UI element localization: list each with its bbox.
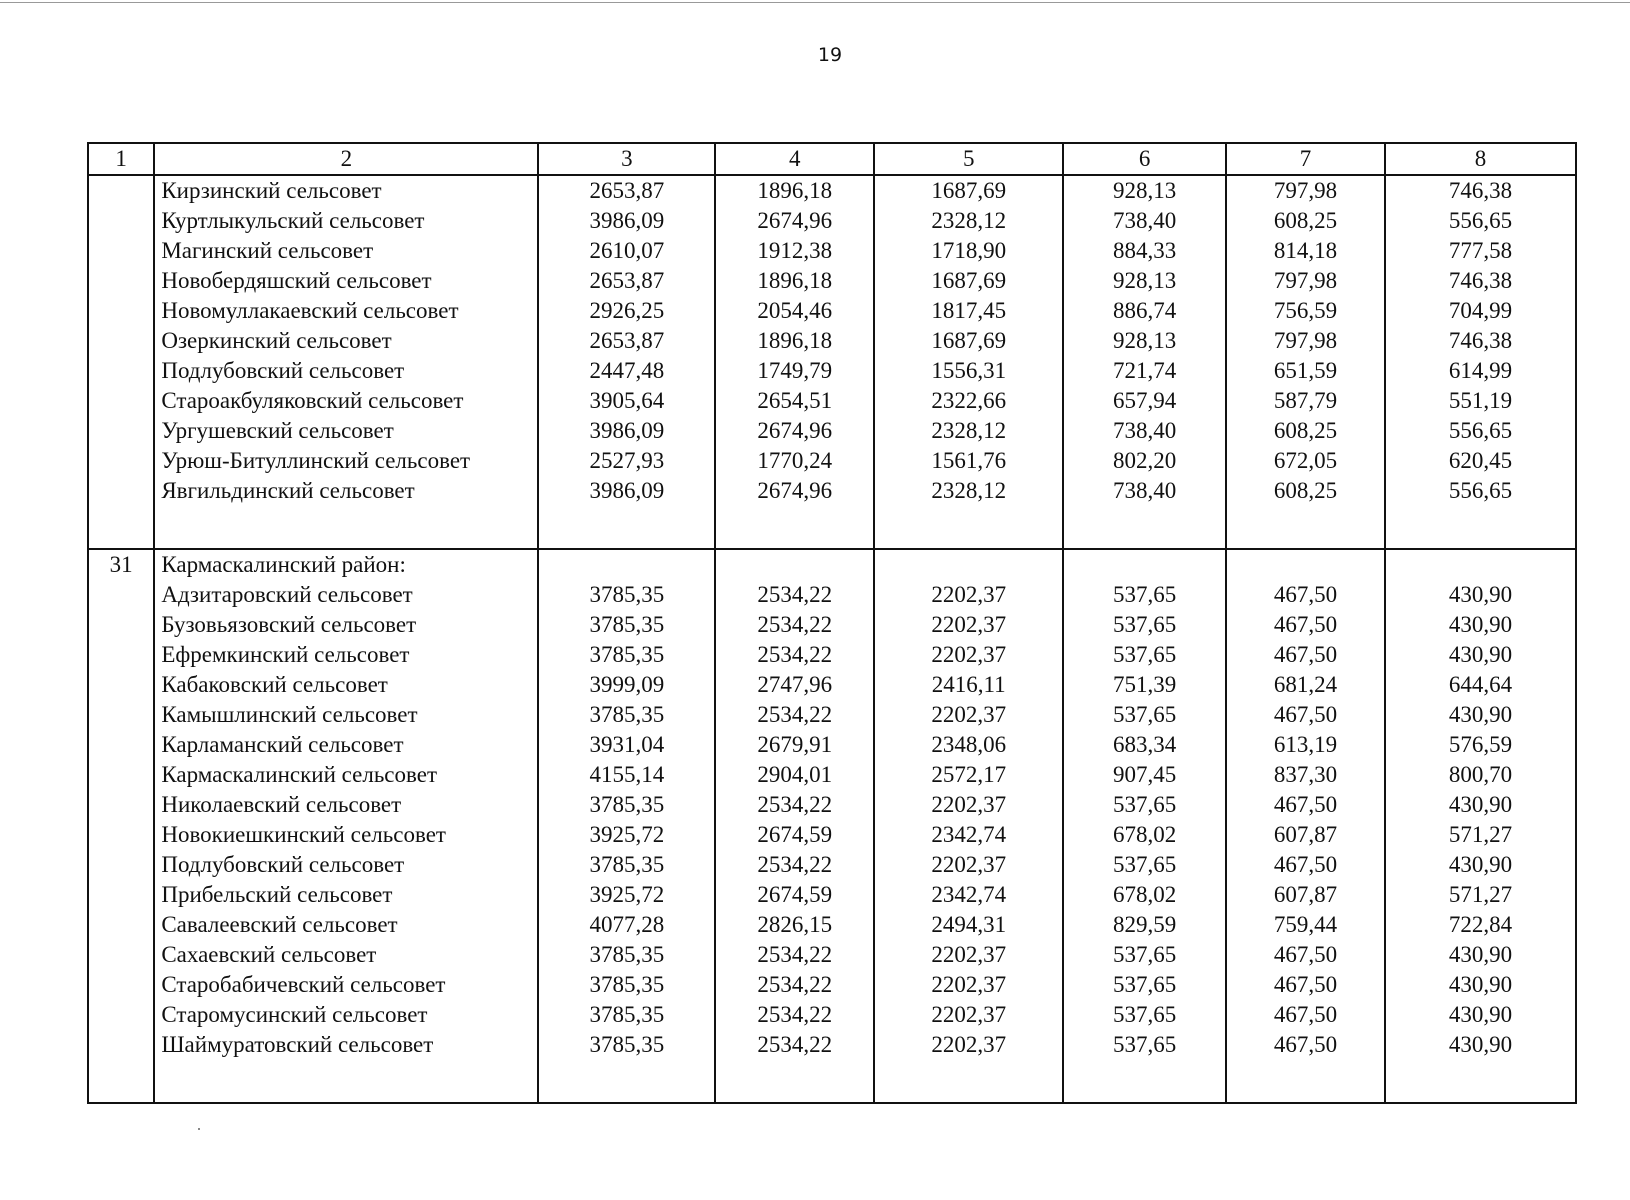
row-name: Магинский сельсовет	[154, 236, 538, 266]
scan-edge-line	[0, 2, 1630, 3]
row-number-cell	[88, 850, 154, 880]
empty-cell	[1226, 1060, 1385, 1103]
header-cell: 6	[1063, 143, 1226, 175]
value-cell: 2610,07	[538, 236, 715, 266]
row-number-cell	[88, 476, 154, 506]
value-cell: 620,45	[1385, 446, 1576, 476]
value-cell: 430,90	[1385, 700, 1576, 730]
empty-cell	[1385, 506, 1576, 549]
value-cell: 537,65	[1063, 970, 1226, 1000]
empty-cell	[1063, 506, 1226, 549]
table-row	[88, 880, 1576, 910]
value-cell: 2328,12	[874, 206, 1063, 236]
scan-dot	[198, 1128, 200, 1130]
value-cell: 3785,35	[538, 1030, 715, 1060]
value-cell: 2342,74	[874, 820, 1063, 850]
row-name: Ургушевский сельсовет	[154, 416, 538, 446]
value-cell: 2416,11	[874, 670, 1063, 700]
table-row	[88, 970, 1576, 1000]
value-cell: 467,50	[1226, 850, 1385, 880]
row-number-cell	[88, 386, 154, 416]
value-cell: 738,40	[1063, 206, 1226, 236]
value-cell: 556,65	[1385, 206, 1576, 236]
empty-cell	[874, 1060, 1063, 1103]
value-cell: 3931,04	[538, 730, 715, 760]
value-cell: 644,64	[1385, 670, 1576, 700]
value-cell: 751,39	[1063, 670, 1226, 700]
value-cell: 4155,14	[538, 760, 715, 790]
header-row	[88, 143, 1576, 175]
row-number-cell	[88, 700, 154, 730]
row-number-cell	[88, 610, 154, 640]
value-cell: 3986,09	[538, 476, 715, 506]
value-cell: 2534,22	[715, 940, 874, 970]
empty-cell	[1226, 549, 1385, 580]
value-cell: 576,59	[1385, 730, 1576, 760]
value-cell: 746,38	[1385, 175, 1576, 206]
value-cell: 4077,28	[538, 910, 715, 940]
table-row	[88, 296, 1576, 326]
value-cell: 2202,37	[874, 580, 1063, 610]
value-cell: 608,25	[1226, 416, 1385, 446]
value-cell: 2534,22	[715, 610, 874, 640]
table-row	[88, 175, 1576, 206]
header-cell: 5	[874, 143, 1063, 175]
value-cell: 2447,48	[538, 356, 715, 386]
value-cell: 556,65	[1385, 476, 1576, 506]
value-cell: 430,90	[1385, 970, 1576, 1000]
value-cell: 551,19	[1385, 386, 1576, 416]
table-row	[88, 386, 1576, 416]
empty-cell	[154, 506, 538, 549]
value-cell: 2534,22	[715, 700, 874, 730]
row-number-cell	[88, 730, 154, 760]
row-number-cell	[88, 356, 154, 386]
value-cell: 3785,35	[538, 1000, 715, 1030]
empty-cell	[88, 1060, 154, 1103]
value-cell: 802,20	[1063, 446, 1226, 476]
table-row	[88, 266, 1576, 296]
table-row	[88, 446, 1576, 476]
spacer-row	[88, 1060, 1576, 1103]
value-cell: 467,50	[1226, 700, 1385, 730]
value-cell: 537,65	[1063, 700, 1226, 730]
value-cell: 2054,46	[715, 296, 874, 326]
value-cell: 430,90	[1385, 1000, 1576, 1030]
table-row	[88, 820, 1576, 850]
value-cell: 3785,35	[538, 850, 715, 880]
value-cell: 430,90	[1385, 610, 1576, 640]
value-cell: 2747,96	[715, 670, 874, 700]
value-cell: 683,34	[1063, 730, 1226, 760]
value-cell: 467,50	[1226, 580, 1385, 610]
table-row	[88, 940, 1576, 970]
value-cell: 746,38	[1385, 266, 1576, 296]
value-cell: 430,90	[1385, 580, 1576, 610]
value-cell: 829,59	[1063, 910, 1226, 940]
value-cell: 2674,96	[715, 206, 874, 236]
data-table	[87, 142, 1577, 1104]
row-name: Старомусинский сельсовет	[154, 1000, 538, 1030]
header-cell: 4	[715, 143, 874, 175]
empty-cell	[1226, 506, 1385, 549]
value-cell: 678,02	[1063, 820, 1226, 850]
value-cell: 2926,25	[538, 296, 715, 326]
row-name: Кирзинский сельсовет	[154, 175, 538, 206]
value-cell: 3785,35	[538, 970, 715, 1000]
header-cell: 2	[154, 143, 538, 175]
value-cell: 678,02	[1063, 880, 1226, 910]
value-cell: 928,13	[1063, 175, 1226, 206]
value-cell: 1896,18	[715, 266, 874, 296]
value-cell: 467,50	[1226, 1030, 1385, 1060]
value-cell: 797,98	[1226, 266, 1385, 296]
value-cell: 2679,91	[715, 730, 874, 760]
value-cell: 2674,96	[715, 416, 874, 446]
value-cell: 2328,12	[874, 416, 1063, 446]
row-number-cell	[88, 446, 154, 476]
table-row	[88, 416, 1576, 446]
header-cell: 1	[88, 143, 154, 175]
value-cell: 467,50	[1226, 790, 1385, 820]
value-cell: 1817,45	[874, 296, 1063, 326]
value-cell: 1718,90	[874, 236, 1063, 266]
value-cell: 2202,37	[874, 850, 1063, 880]
value-cell: 537,65	[1063, 1030, 1226, 1060]
value-cell: 607,87	[1226, 880, 1385, 910]
table-row	[88, 236, 1576, 266]
value-cell: 537,65	[1063, 1000, 1226, 1030]
value-cell: 2674,59	[715, 820, 874, 850]
group-number: 31	[88, 549, 154, 580]
value-cell: 467,50	[1226, 640, 1385, 670]
value-cell: 3925,72	[538, 820, 715, 850]
value-cell: 886,74	[1063, 296, 1226, 326]
row-number-cell	[88, 790, 154, 820]
row-name: Бузовьязовский сельсовет	[154, 610, 538, 640]
value-cell: 1687,69	[874, 326, 1063, 356]
empty-cell	[715, 1060, 874, 1103]
page-number: 19	[817, 44, 843, 66]
table-row	[88, 790, 1576, 820]
value-cell: 3785,35	[538, 940, 715, 970]
value-cell: 537,65	[1063, 850, 1226, 880]
value-cell: 756,59	[1226, 296, 1385, 326]
value-cell: 467,50	[1226, 610, 1385, 640]
row-name: Староакбуляковский сельсовет	[154, 386, 538, 416]
table-row	[88, 1030, 1576, 1060]
value-cell: 430,90	[1385, 940, 1576, 970]
value-cell: 587,79	[1226, 386, 1385, 416]
value-cell: 2904,01	[715, 760, 874, 790]
empty-cell	[1063, 1060, 1226, 1103]
value-cell: 613,19	[1226, 730, 1385, 760]
table-row	[88, 1000, 1576, 1030]
value-cell: 2654,51	[715, 386, 874, 416]
value-cell: 2534,22	[715, 1000, 874, 1030]
table-row	[88, 670, 1576, 700]
value-cell: 571,27	[1385, 880, 1576, 910]
row-number-cell	[88, 416, 154, 446]
empty-cell	[538, 506, 715, 549]
value-cell: 738,40	[1063, 416, 1226, 446]
value-cell: 2674,59	[715, 880, 874, 910]
value-cell: 430,90	[1385, 1030, 1576, 1060]
value-cell: 759,44	[1226, 910, 1385, 940]
table-row	[88, 850, 1576, 880]
value-cell: 556,65	[1385, 416, 1576, 446]
value-cell: 1556,31	[874, 356, 1063, 386]
row-number-cell	[88, 670, 154, 700]
empty-cell	[154, 1060, 538, 1103]
empty-cell	[1385, 549, 1576, 580]
value-cell: 614,99	[1385, 356, 1576, 386]
header-cell: 8	[1385, 143, 1576, 175]
value-cell: 2572,17	[874, 760, 1063, 790]
value-cell: 3785,35	[538, 700, 715, 730]
row-number-cell	[88, 760, 154, 790]
value-cell: 722,84	[1385, 910, 1576, 940]
value-cell: 537,65	[1063, 610, 1226, 640]
value-cell: 2534,22	[715, 1030, 874, 1060]
table-row	[88, 700, 1576, 730]
value-cell: 2674,96	[715, 476, 874, 506]
row-name: Николаевский сельсовет	[154, 790, 538, 820]
header-cell: 7	[1226, 143, 1385, 175]
row-number-cell	[88, 206, 154, 236]
row-name: Новомуллакаевский сельсовет	[154, 296, 538, 326]
value-cell: 430,90	[1385, 850, 1576, 880]
value-cell: 2653,87	[538, 266, 715, 296]
value-cell: 537,65	[1063, 640, 1226, 670]
row-number-cell	[88, 580, 154, 610]
empty-cell	[538, 549, 715, 580]
row-name: Шаймуратовский сельсовет	[154, 1030, 538, 1060]
value-cell: 1770,24	[715, 446, 874, 476]
value-cell: 467,50	[1226, 970, 1385, 1000]
row-name: Кармаскалинский сельсовет	[154, 760, 538, 790]
value-cell: 928,13	[1063, 326, 1226, 356]
value-cell: 2534,22	[715, 580, 874, 610]
value-cell: 2202,37	[874, 610, 1063, 640]
value-cell: 1896,18	[715, 175, 874, 206]
empty-cell	[1063, 549, 1226, 580]
value-cell: 2202,37	[874, 970, 1063, 1000]
value-cell: 1749,79	[715, 356, 874, 386]
value-cell: 2534,22	[715, 790, 874, 820]
value-cell: 2348,06	[874, 730, 1063, 760]
value-cell: 608,25	[1226, 476, 1385, 506]
value-cell: 1561,76	[874, 446, 1063, 476]
table-row	[88, 356, 1576, 386]
value-cell: 3986,09	[538, 416, 715, 446]
value-cell: 467,50	[1226, 1000, 1385, 1030]
value-cell: 746,38	[1385, 326, 1576, 356]
row-name: Озеркинский сельсовет	[154, 326, 538, 356]
empty-cell	[1385, 1060, 1576, 1103]
value-cell: 2826,15	[715, 910, 874, 940]
table-row	[88, 580, 1576, 610]
group-title-row	[88, 549, 1576, 580]
value-cell: 800,70	[1385, 760, 1576, 790]
row-number-cell	[88, 970, 154, 1000]
value-cell: 571,27	[1385, 820, 1576, 850]
value-cell: 928,13	[1063, 266, 1226, 296]
value-cell: 814,18	[1226, 236, 1385, 266]
value-cell: 777,58	[1385, 236, 1576, 266]
row-number-cell	[88, 175, 154, 206]
value-cell: 907,45	[1063, 760, 1226, 790]
value-cell: 2202,37	[874, 640, 1063, 670]
row-number-cell	[88, 1030, 154, 1060]
value-cell: 2342,74	[874, 880, 1063, 910]
empty-cell	[715, 549, 874, 580]
value-cell: 2328,12	[874, 476, 1063, 506]
empty-cell	[874, 549, 1063, 580]
value-cell: 1687,69	[874, 266, 1063, 296]
value-cell: 2202,37	[874, 1030, 1063, 1060]
value-cell: 3999,09	[538, 670, 715, 700]
value-cell: 3785,35	[538, 580, 715, 610]
row-number-cell	[88, 266, 154, 296]
value-cell: 537,65	[1063, 580, 1226, 610]
row-name: Савалеевский сельсовет	[154, 910, 538, 940]
row-name: Камышлинский сельсовет	[154, 700, 538, 730]
value-cell: 1912,38	[715, 236, 874, 266]
row-name: Карламанский сельсовет	[154, 730, 538, 760]
row-number-cell	[88, 940, 154, 970]
row-name: Подлубовский сельсовет	[154, 850, 538, 880]
value-cell: 608,25	[1226, 206, 1385, 236]
value-cell: 1896,18	[715, 326, 874, 356]
row-name: Новокиешкинский сельсовет	[154, 820, 538, 850]
value-cell: 797,98	[1226, 175, 1385, 206]
value-cell: 704,99	[1385, 296, 1576, 326]
row-name: Сахаевский сельсовет	[154, 940, 538, 970]
value-cell: 2527,93	[538, 446, 715, 476]
value-cell: 537,65	[1063, 790, 1226, 820]
value-cell: 657,94	[1063, 386, 1226, 416]
value-cell: 2653,87	[538, 326, 715, 356]
table-row	[88, 760, 1576, 790]
table-row	[88, 730, 1576, 760]
value-cell: 2322,66	[874, 386, 1063, 416]
row-number-cell	[88, 296, 154, 326]
row-number-cell	[88, 236, 154, 266]
row-number-cell	[88, 820, 154, 850]
value-cell: 3925,72	[538, 880, 715, 910]
value-cell: 2202,37	[874, 700, 1063, 730]
value-cell: 651,59	[1226, 356, 1385, 386]
value-cell: 430,90	[1385, 640, 1576, 670]
table-row	[88, 910, 1576, 940]
value-cell: 2534,22	[715, 640, 874, 670]
row-number-cell	[88, 880, 154, 910]
value-cell: 672,05	[1226, 446, 1385, 476]
row-name: Кабаковский сельсовет	[154, 670, 538, 700]
value-cell: 2494,31	[874, 910, 1063, 940]
value-cell: 884,33	[1063, 236, 1226, 266]
value-cell: 537,65	[1063, 940, 1226, 970]
row-number-cell	[88, 1000, 154, 1030]
row-name: Подлубовский сельсовет	[154, 356, 538, 386]
value-cell: 3785,35	[538, 790, 715, 820]
value-cell: 721,74	[1063, 356, 1226, 386]
value-cell: 2534,22	[715, 850, 874, 880]
value-cell: 430,90	[1385, 790, 1576, 820]
row-number-cell	[88, 326, 154, 356]
value-cell: 1687,69	[874, 175, 1063, 206]
value-cell: 3986,09	[538, 206, 715, 236]
value-cell: 2534,22	[715, 970, 874, 1000]
value-cell: 738,40	[1063, 476, 1226, 506]
value-cell: 3785,35	[538, 610, 715, 640]
table-row	[88, 206, 1576, 236]
empty-cell	[538, 1060, 715, 1103]
group-title: Кармаскалинский район:	[154, 549, 538, 580]
empty-cell	[88, 506, 154, 549]
value-cell: 2202,37	[874, 790, 1063, 820]
table-row	[88, 640, 1576, 670]
row-name: Новобердяшский сельсовет	[154, 266, 538, 296]
row-name: Ефремкинский сельсовет	[154, 640, 538, 670]
table-row	[88, 476, 1576, 506]
value-cell: 2653,87	[538, 175, 715, 206]
row-name: Адзитаровский сельсовет	[154, 580, 538, 610]
value-cell: 2202,37	[874, 1000, 1063, 1030]
value-cell: 681,24	[1226, 670, 1385, 700]
row-number-cell	[88, 910, 154, 940]
value-cell: 607,87	[1226, 820, 1385, 850]
value-cell: 837,30	[1226, 760, 1385, 790]
header-cell: 3	[538, 143, 715, 175]
row-name: Куртлыкульский сельсовет	[154, 206, 538, 236]
value-cell: 2202,37	[874, 940, 1063, 970]
row-name: Урюш-Битуллинский сельсовет	[154, 446, 538, 476]
empty-cell	[715, 506, 874, 549]
table-body	[88, 143, 1576, 1103]
empty-cell	[874, 506, 1063, 549]
spacer-row	[88, 506, 1576, 549]
row-name: Прибельский сельсовет	[154, 880, 538, 910]
row-number-cell	[88, 640, 154, 670]
value-cell: 3905,64	[538, 386, 715, 416]
value-cell: 467,50	[1226, 940, 1385, 970]
value-cell: 797,98	[1226, 326, 1385, 356]
value-cell: 3785,35	[538, 640, 715, 670]
table-row	[88, 610, 1576, 640]
row-name: Явгильдинский сельсовет	[154, 476, 538, 506]
row-name: Старобабичевский сельсовет	[154, 970, 538, 1000]
table-row	[88, 326, 1576, 356]
